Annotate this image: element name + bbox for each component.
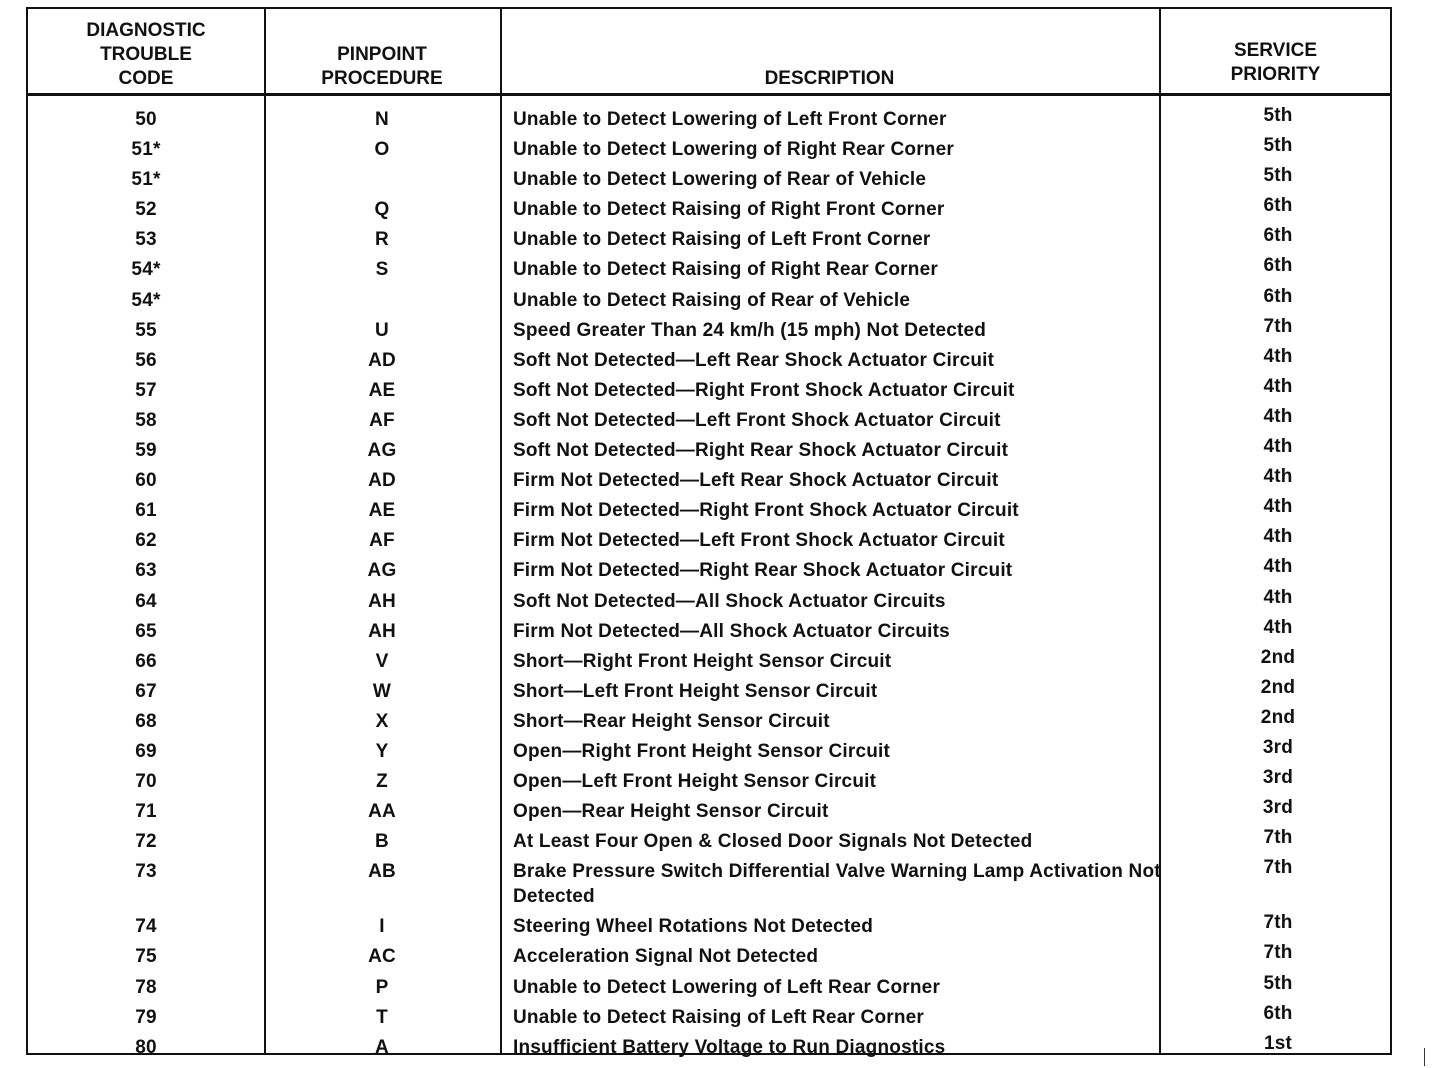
priority-cell: 1st bbox=[1263, 1032, 1293, 1054]
table-row bbox=[28, 161, 1390, 191]
code-cell: 50 bbox=[135, 109, 157, 130]
pinpoint-cell: AH bbox=[368, 590, 396, 612]
pinpoint-cell: AE bbox=[368, 500, 396, 522]
header-priority bbox=[1159, 9, 1392, 95]
pinpoint-cell: W bbox=[372, 680, 392, 702]
code-cell: 73 bbox=[135, 861, 157, 883]
description-cell: Short—Left Front Height Sensor Circuit bbox=[513, 680, 878, 702]
description-cell: Insufficient Battery Voltage to Run Diagnostics bbox=[513, 1036, 946, 1058]
table-row bbox=[28, 342, 1390, 372]
pinpoint-cell: R bbox=[375, 229, 389, 251]
table-row bbox=[28, 282, 1390, 312]
priority-cell: 7th bbox=[1263, 942, 1293, 964]
trouble-code-table bbox=[26, 7, 1392, 1058]
priority-cell: 2nd bbox=[1260, 676, 1296, 698]
code-cell: 74 bbox=[135, 916, 157, 938]
header-code-line: TROUBLE bbox=[100, 44, 192, 65]
table-row bbox=[28, 1029, 1390, 1059]
table-row bbox=[28, 372, 1390, 402]
priority-cell: 2nd bbox=[1260, 706, 1296, 728]
priority-cell: 6th bbox=[1263, 285, 1293, 307]
code-cell: 54* bbox=[131, 259, 161, 281]
table-row bbox=[28, 251, 1390, 281]
pinpoint-cell: AA bbox=[368, 801, 396, 823]
pinpoint-cell: Z bbox=[376, 771, 388, 793]
header-pinpoint bbox=[264, 9, 500, 95]
description-cell: Brake Pressure Switch Differential Valve Warning Lamp Activation Not Detected bbox=[513, 861, 1161, 908]
description-cell: Acceleration Signal Not Detected bbox=[513, 946, 819, 968]
priority-cell: 5th bbox=[1263, 135, 1293, 157]
code-cell: 62 bbox=[135, 530, 157, 552]
pinpoint-cell: P bbox=[375, 976, 389, 998]
table-row bbox=[28, 763, 1390, 793]
priority-cell: 6th bbox=[1263, 225, 1293, 247]
priority-cell: 4th bbox=[1263, 405, 1293, 427]
pinpoint-cell: A bbox=[375, 1036, 389, 1058]
header-pinpoint-line: PROCEDURE bbox=[321, 68, 443, 89]
pinpoint-cell: AC bbox=[368, 946, 396, 968]
description-cell: Steering Wheel Rotations Not Detected bbox=[513, 916, 873, 938]
priority-cell: 3rd bbox=[1262, 797, 1294, 819]
description-cell: Firm Not Detected—All Shock Actuator Circuits bbox=[513, 620, 950, 642]
header-code bbox=[28, 9, 264, 95]
priority-cell: 7th bbox=[1263, 827, 1293, 849]
table-row bbox=[28, 131, 1390, 161]
pinpoint-cell: V bbox=[375, 650, 389, 672]
priority-cell: 4th bbox=[1263, 466, 1293, 488]
code-cell: 68 bbox=[135, 710, 157, 732]
code-cell: 65 bbox=[135, 620, 157, 642]
description-cell: Unable to Detect Raising of Left Front Corner bbox=[513, 229, 931, 251]
pinpoint-cell: AB bbox=[368, 861, 396, 883]
pinpoint-cell: O bbox=[374, 139, 390, 161]
priority-cell: 5th bbox=[1263, 105, 1293, 126]
description-cell: Soft Not Detected—Left Rear Shock Actuator Circuit bbox=[513, 349, 995, 371]
table-row bbox=[28, 908, 1390, 938]
code-cell: 80 bbox=[135, 1036, 157, 1058]
description-cell: Firm Not Detected—Left Front Shock Actuator Circuit bbox=[513, 530, 1005, 552]
table-row bbox=[28, 552, 1390, 582]
code-cell: 71 bbox=[135, 801, 157, 823]
table-row bbox=[28, 191, 1390, 221]
header-pinpoint-line: PINPOINT bbox=[337, 44, 427, 65]
table-row bbox=[28, 793, 1390, 823]
code-cell: 66 bbox=[135, 650, 157, 672]
table-row bbox=[28, 462, 1390, 492]
code-cell: 72 bbox=[135, 831, 157, 853]
pinpoint-cell: S bbox=[375, 259, 389, 281]
code-cell: 70 bbox=[135, 771, 157, 793]
pinpoint-cell: AD bbox=[368, 349, 396, 371]
header-priority-line: SERVICE bbox=[1233, 40, 1318, 61]
priority-cell: 7th bbox=[1263, 315, 1293, 337]
description-cell: Unable to Detect Raising of Right Rear Corner bbox=[513, 259, 938, 281]
description-cell: Speed Greater Than 24 km/h (15 mph) Not Detected bbox=[513, 319, 987, 341]
code-cell: 75 bbox=[135, 946, 157, 968]
code-cell: 78 bbox=[135, 976, 157, 998]
description-cell: Unable to Detect Lowering of Left Front Corner bbox=[513, 109, 947, 130]
description-cell: Unable to Detect Lowering of Right Rear Corner bbox=[513, 139, 954, 161]
pinpoint-cell: B bbox=[375, 831, 389, 853]
pinpoint-cell: X bbox=[375, 710, 389, 732]
description-cell: Soft Not Detected—Right Front Shock Actuator Circuit bbox=[513, 379, 1015, 401]
code-cell: 57 bbox=[135, 379, 157, 401]
pinpoint-cell: AG bbox=[367, 440, 397, 462]
table-row bbox=[28, 492, 1390, 522]
description-cell: Unable to Detect Raising of Rear of Vehicle bbox=[513, 289, 911, 311]
header-priority-line: PRIORITY bbox=[1230, 64, 1321, 85]
code-cell: 55 bbox=[135, 319, 157, 341]
description-cell: Open—Left Front Height Sensor Circuit bbox=[513, 771, 877, 793]
description-cell: Open—Rear Height Sensor Circuit bbox=[513, 801, 829, 823]
priority-cell: 6th bbox=[1263, 1002, 1293, 1024]
description-cell: Unable to Detect Raising of Left Rear Corner bbox=[513, 1006, 925, 1028]
description-cell: Open—Right Front Height Sensor Circuit bbox=[513, 740, 891, 762]
code-cell: 79 bbox=[135, 1006, 157, 1028]
pinpoint-cell: N bbox=[375, 109, 389, 130]
description-cell: At Least Four Open & Closed Door Signals Not Detected bbox=[513, 831, 1033, 853]
description-cell: Soft Not Detected—Left Front Shock Actuator Circuit bbox=[513, 409, 1001, 431]
code-cell: 59 bbox=[135, 440, 157, 462]
table-row bbox=[28, 432, 1390, 462]
table-row bbox=[28, 969, 1390, 999]
priority-cell: 4th bbox=[1263, 586, 1293, 608]
header-code-line: DIAGNOSTIC bbox=[86, 20, 206, 41]
pinpoint-cell: AD bbox=[368, 470, 396, 492]
pinpoint-cell: I bbox=[379, 916, 385, 938]
code-cell: 64 bbox=[135, 590, 157, 612]
priority-cell: 7th bbox=[1263, 857, 1293, 879]
pinpoint-cell: Y bbox=[375, 740, 389, 762]
header-code-line: CODE bbox=[118, 68, 174, 89]
pinpoint-cell: AF bbox=[369, 409, 395, 431]
priority-cell: 4th bbox=[1263, 375, 1293, 397]
code-cell: 51* bbox=[131, 139, 161, 161]
table-row bbox=[28, 613, 1390, 643]
table-row bbox=[28, 999, 1390, 1029]
table-row bbox=[28, 522, 1390, 552]
table-row bbox=[28, 101, 1390, 131]
priority-cell: 7th bbox=[1263, 912, 1293, 934]
priority-cell: 4th bbox=[1263, 616, 1293, 638]
description-cell: Firm Not Detected—Left Rear Shock Actuator Circuit bbox=[513, 470, 999, 492]
description-cell: Short—Right Front Height Sensor Circuit bbox=[513, 650, 892, 672]
table-row bbox=[28, 583, 1390, 613]
header-description bbox=[500, 9, 1159, 95]
pinpoint-cell: AE bbox=[368, 379, 396, 401]
description-cell: Firm Not Detected—Right Front Shock Actuator Circuit bbox=[513, 500, 1019, 522]
description-cell: Short—Rear Height Sensor Circuit bbox=[513, 710, 830, 732]
code-cell: 63 bbox=[135, 560, 157, 582]
description-cell: Unable to Detect Lowering of Left Rear Corner bbox=[513, 976, 941, 998]
table-row bbox=[28, 221, 1390, 251]
priority-cell: 2nd bbox=[1260, 646, 1296, 668]
header-description-line: DESCRIPTION bbox=[764, 68, 895, 89]
code-cell: 60 bbox=[135, 470, 157, 492]
table-row bbox=[28, 643, 1390, 673]
code-cell: 53 bbox=[135, 229, 157, 251]
table-row bbox=[28, 853, 1390, 908]
code-cell: 61 bbox=[135, 500, 157, 522]
code-cell: 69 bbox=[135, 740, 157, 762]
priority-cell: 4th bbox=[1263, 345, 1293, 367]
code-cell: 56 bbox=[135, 349, 157, 371]
priority-cell: 6th bbox=[1263, 195, 1293, 217]
table-row bbox=[28, 312, 1390, 342]
description-cell: Unable to Detect Raising of Right Front Corner bbox=[513, 199, 945, 221]
code-cell: 58 bbox=[135, 409, 157, 431]
margin-tick bbox=[1424, 1048, 1425, 1066]
description-cell: Soft Not Detected—All Shock Actuator Circuits bbox=[513, 590, 946, 612]
code-cell: 54* bbox=[131, 289, 161, 311]
priority-cell: 4th bbox=[1263, 436, 1293, 458]
pinpoint-cell: AF bbox=[369, 530, 395, 552]
priority-cell: 3rd bbox=[1262, 767, 1294, 789]
priority-cell: 6th bbox=[1263, 255, 1293, 277]
pinpoint-cell: U bbox=[375, 319, 389, 341]
table-row bbox=[28, 938, 1390, 968]
code-cell: 51* bbox=[131, 169, 161, 191]
code-cell: 52 bbox=[135, 199, 157, 221]
description-cell: Soft Not Detected—Right Rear Shock Actuator Circuit bbox=[513, 440, 1009, 462]
table-row bbox=[28, 823, 1390, 853]
pinpoint-cell: AH bbox=[368, 620, 396, 642]
priority-cell: 5th bbox=[1263, 165, 1293, 187]
pinpoint-cell: Q bbox=[374, 199, 390, 221]
table-row bbox=[28, 703, 1390, 733]
priority-cell: 4th bbox=[1263, 526, 1293, 548]
pinpoint-cell: T bbox=[376, 1006, 388, 1028]
priority-cell: 5th bbox=[1263, 972, 1293, 994]
table-row bbox=[28, 733, 1390, 763]
table-body bbox=[28, 101, 1390, 1059]
description-cell: Unable to Detect Lowering of Rear of Vehicle bbox=[513, 169, 927, 191]
table-row bbox=[28, 402, 1390, 432]
priority-cell: 4th bbox=[1263, 496, 1293, 518]
description-cell: Firm Not Detected—Right Rear Shock Actuator Circuit bbox=[513, 560, 1013, 582]
code-cell: 67 bbox=[135, 680, 157, 702]
table-row bbox=[28, 673, 1390, 703]
priority-cell: 3rd bbox=[1262, 736, 1294, 758]
priority-cell: 4th bbox=[1263, 556, 1293, 578]
pinpoint-cell: AG bbox=[367, 560, 397, 582]
